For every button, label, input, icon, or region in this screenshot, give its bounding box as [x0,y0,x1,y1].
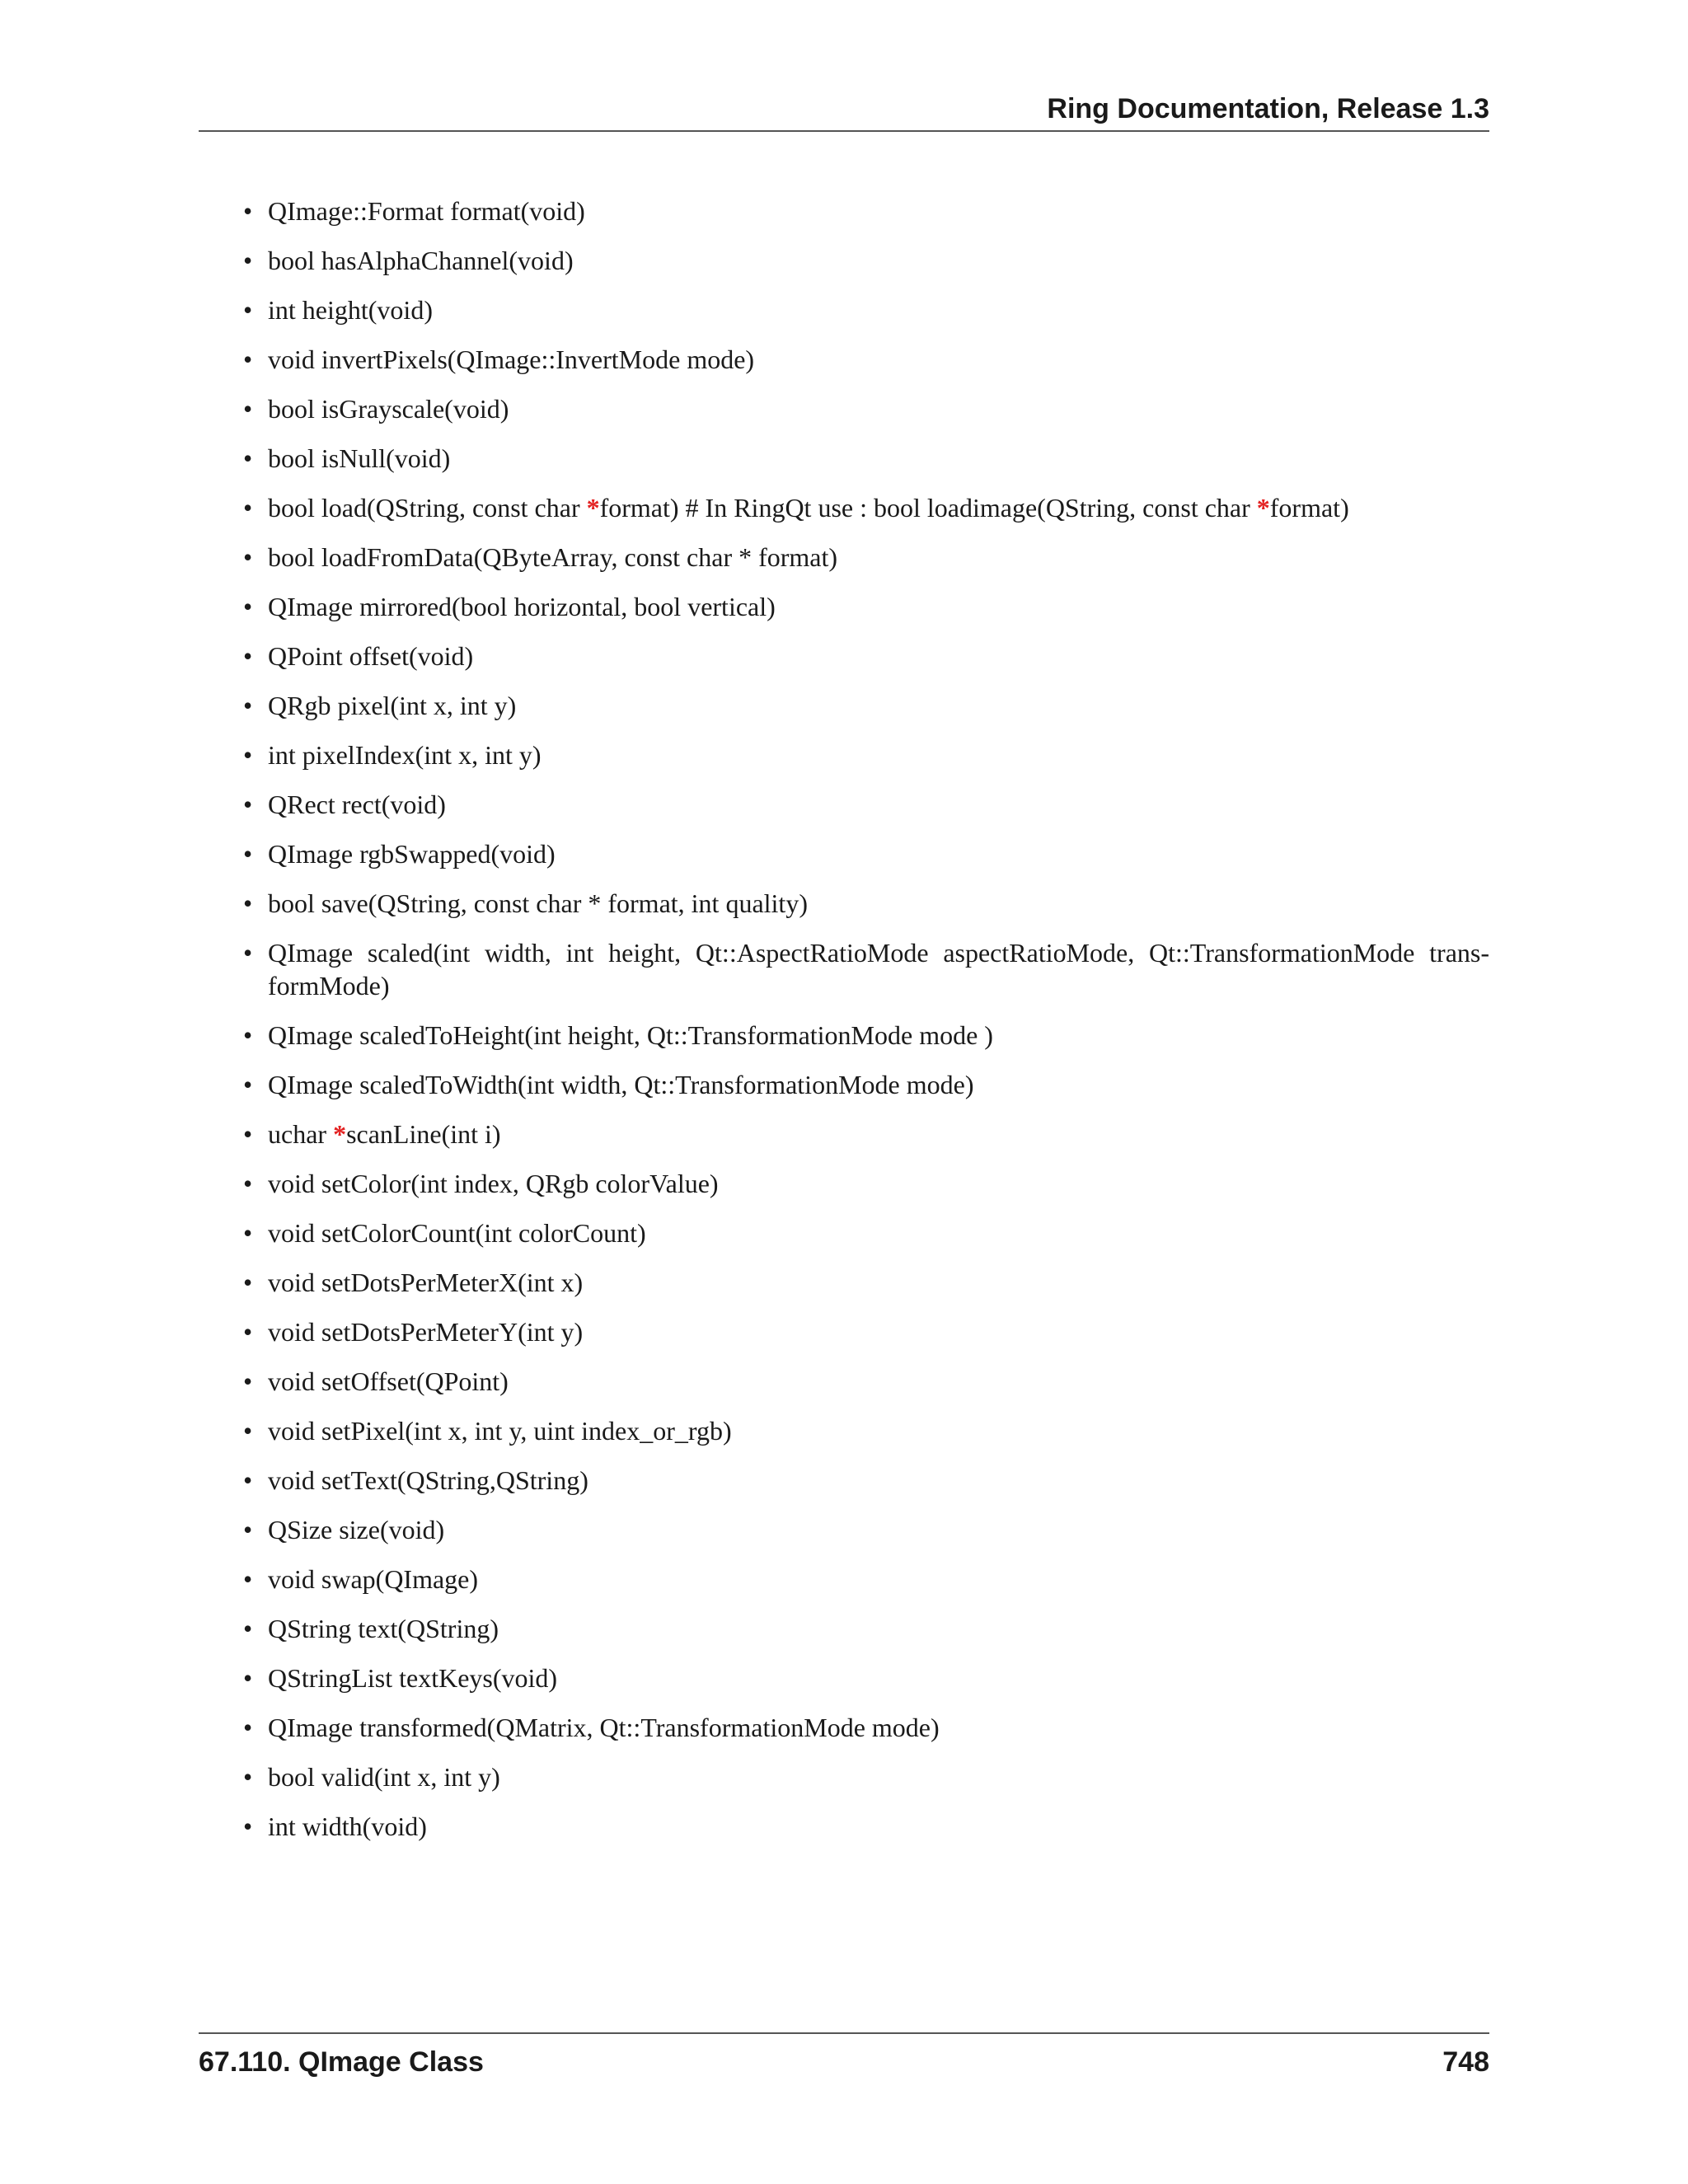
list-item [0,590,1489,623]
bullet-icon: • [243,246,253,275]
bullet-icon: • [243,888,253,918]
method-signature-text: void setOffset(QPoint) [268,1366,509,1396]
method-signature-text: format) [1269,493,1349,523]
method-signature-text: QString text(QString) [268,1614,499,1643]
method-signature-text: QImage scaledToHeight(int height, Qt::TransformationMode mode ) [268,1020,993,1050]
bullet-icon: • [243,1564,253,1594]
bullet-icon: • [243,691,253,720]
method-signature-text: bool hasAlphaChannel(void) [268,246,574,275]
list-item [0,1118,1489,1151]
running-footer [199,2032,1489,2078]
list-item [0,1266,1489,1299]
bullet-icon: • [243,394,253,424]
bullet-icon: • [243,1020,253,1050]
method-signature-text: void setDotsPerMeterX(int x) [268,1268,584,1297]
list-item [0,837,1489,870]
list-item [0,1414,1489,1447]
document-title: Ring Documentation, Release 1.3 [1047,93,1489,124]
bullet-icon: • [243,1465,253,1495]
list-item [0,392,1489,425]
list-item [0,1167,1489,1200]
bullet-icon: • [243,641,253,671]
list-item [0,640,1489,673]
running-header [199,92,1489,132]
method-signature-text: bool isNull(void) [268,443,451,473]
bullet-icon: • [243,1268,253,1297]
bullet-icon: • [243,592,253,621]
method-signature-text: bool valid(int x, int y) [268,1762,500,1792]
bullet-icon: • [243,1663,253,1693]
list-item [0,1216,1489,1249]
bullet-icon: • [243,1218,253,1248]
bullet-icon: • [243,542,253,572]
list-item [0,343,1489,376]
list-item [0,887,1489,920]
bullet-icon: • [243,839,253,869]
section-title: 67.110. QImage Class [199,2046,484,2078]
list-item [0,1365,1489,1398]
list-item [0,442,1489,475]
list-item [0,1612,1489,1645]
list-item [0,1513,1489,1546]
method-list [0,194,1688,1859]
method-signature-text: QStringList textKeys(void) [268,1663,558,1693]
method-signature-text: bool load(QString, const char [268,493,587,523]
bullet-icon: • [243,938,253,968]
method-signature-text: format) # In RingQt use : bool loadimage(QString, const char [599,493,1257,523]
pointer-star: * [586,493,600,523]
method-signature-text: int pixelIndex(int x, int y) [268,740,542,770]
bullet-icon: • [243,1169,253,1198]
bullet-icon: • [243,344,253,374]
list-item [0,1711,1489,1744]
method-signature-text: bool isGrayscale(void) [268,394,509,424]
pointer-star: * [333,1119,347,1149]
method-signature-text: bool save(QString, const char * format, int quality) [268,888,808,918]
method-signature-text: void setPixel(int x, int y, uint index_or_rgb) [268,1416,732,1446]
bullet-icon: • [243,1119,253,1149]
list-item [0,1760,1489,1793]
method-signature-text: int width(void) [268,1811,427,1841]
method-signature-text: void setColor(int index, QRgb colorValue) [268,1169,719,1198]
bullet-icon: • [243,1070,253,1099]
method-signature-text: QImage::Format format(void) [268,196,585,226]
method-signature-text: QRect rect(void) [268,790,446,819]
bullet-icon: • [243,196,253,226]
method-signature-text: void swap(QImage) [268,1564,479,1594]
list-item [0,1068,1489,1101]
list-item [0,788,1489,821]
list-item [0,1563,1489,1596]
bullet-icon: • [243,1416,253,1446]
method-signature-text: void setText(QString,QString) [268,1465,588,1495]
method-signature-text: QPoint offset(void) [268,641,474,671]
method-signature-text: int height(void) [268,295,433,325]
method-signature-text: QImage mirrored(bool horizontal, bool vertical) [268,592,776,621]
method-signature-text: void setDotsPerMeterY(int y) [268,1317,584,1347]
list-item [0,491,1489,524]
method-signature-text: scanLine(int i) [346,1119,501,1149]
list-item [0,244,1489,277]
bullet-icon: • [243,790,253,819]
bullet-icon: • [243,1614,253,1643]
bullet-icon: • [243,493,253,523]
pointer-star: * [1256,493,1270,523]
bullet-icon: • [243,740,253,770]
list-item [0,689,1489,722]
list-item [0,738,1489,771]
method-signature-text: QImage transformed(QMatrix, Qt::TransformationMode mode) [268,1713,940,1742]
bullet-icon: • [243,1811,253,1841]
bullet-icon: • [243,1713,253,1742]
page-number: 748 [1442,2046,1489,2078]
list-item [0,194,1489,227]
list-item [0,936,1489,1002]
list-item [0,1464,1489,1497]
list-item [0,293,1489,326]
list-item [0,541,1489,574]
method-signature-text: QSize size(void) [268,1515,445,1544]
method-signature-text: void setColorCount(int colorCount) [268,1218,646,1248]
bullet-icon: • [243,443,253,473]
list-item [0,1810,1489,1843]
method-signature-text: QImage rgbSwapped(void) [268,839,556,869]
method-signature-text: QImage scaledToWidth(int width, Qt::TransformationMode mode) [268,1070,974,1099]
method-signature-text: QRgb pixel(int x, int y) [268,691,517,720]
bullet-icon: • [243,1366,253,1396]
list-item [0,1315,1489,1348]
list-item [0,1661,1489,1694]
bullet-icon: • [243,1317,253,1347]
bullet-icon: • [243,295,253,325]
method-signature-text: uchar [268,1119,334,1149]
method-signature-text: void invertPixels(QImage::InvertMode mode) [268,344,755,374]
method-signature-text: QImage scaled(int width, int height, Qt::AspectRatioMode aspectRatioMode, Qt::TransformationMode trans-formMode) [268,938,1489,1001]
method-signature-text: bool loadFromData(QByteArray, const char * format) [268,542,838,572]
list-item [0,1019,1489,1052]
bullet-icon: • [243,1515,253,1544]
bullet-icon: • [243,1762,253,1792]
